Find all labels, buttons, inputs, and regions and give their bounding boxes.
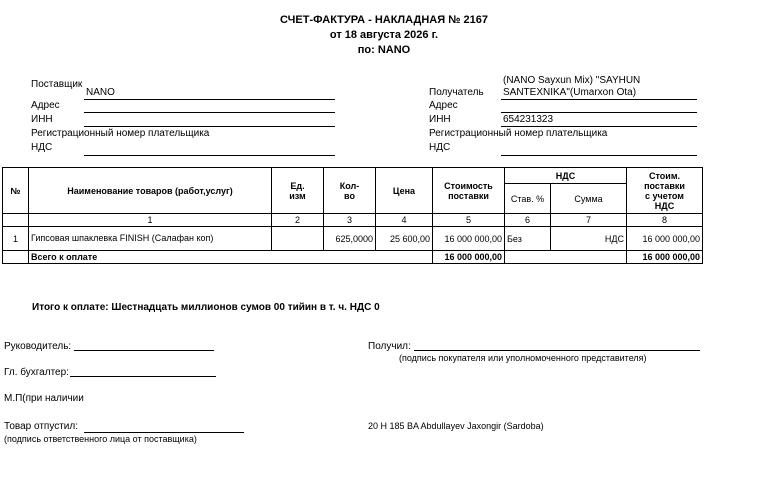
supplier-nds-label: НДС bbox=[31, 142, 53, 153]
recipient-inn-line bbox=[501, 126, 697, 127]
recipient-value-line1: (NANO Sayxun Mix) "SAYHUN bbox=[503, 75, 641, 86]
col-header-total-3: с учетом bbox=[645, 190, 684, 201]
table-row bbox=[3, 227, 703, 251]
supplier-label: Поставщик bbox=[31, 79, 83, 90]
row-sum: НДС bbox=[551, 227, 627, 251]
supplier-line bbox=[84, 99, 335, 100]
released-label: Товар отпустил: bbox=[4, 421, 78, 432]
table-header-row bbox=[3, 168, 703, 184]
col-num-1: 1 bbox=[29, 214, 272, 227]
col-num-7: 7 bbox=[551, 214, 627, 227]
row-price: 25 600,00 bbox=[376, 227, 433, 251]
row-name: Гипсовая шпаклевка FINISH (Салафан коп) bbox=[29, 227, 272, 251]
released-sign-line bbox=[84, 432, 244, 433]
col-header-total-4: НДС bbox=[654, 200, 675, 211]
driver-info: 20 H 185 BA Abdullayev Jaxongir (Sardoba) bbox=[368, 421, 544, 431]
received-note: (подпись покупателя или уполномоченного представителя) bbox=[399, 353, 647, 363]
released-note: (подпись ответственного лица от поставщика) bbox=[4, 434, 197, 444]
col-header-qty bbox=[324, 168, 376, 214]
document-title: СЧЕТ-ФАКТУРА - НАКЛАДНАЯ № 2167 bbox=[280, 14, 488, 26]
col-num-blank bbox=[3, 214, 29, 227]
row-num: 1 bbox=[3, 227, 29, 251]
col-header-sum: Сумма bbox=[551, 184, 627, 214]
recipient-address-label: Адрес bbox=[429, 100, 458, 111]
recipient-inn-value: 654231323 bbox=[503, 114, 554, 125]
recipient-value-line2: SANTEXNIKA"(Umarxon Ota) bbox=[503, 87, 637, 98]
director-sign-line bbox=[74, 350, 214, 351]
row-rate: Без bbox=[505, 227, 551, 251]
recipient-nds-line bbox=[501, 155, 697, 156]
recipient-inn-label: ИНН bbox=[429, 114, 451, 125]
supplier-address-line bbox=[84, 112, 335, 113]
col-header-total bbox=[627, 168, 703, 214]
table-total-row bbox=[3, 251, 703, 264]
itogo-text: Итого к оплате: Шестнадцать миллионов сумов 00 тийин в т. ч. НДС 0 bbox=[32, 302, 380, 313]
director-label: Руководитель: bbox=[4, 341, 72, 352]
received-sign-line bbox=[414, 350, 700, 351]
col-header-qty-1: Кол- bbox=[339, 180, 360, 191]
col-header-qty-2: во bbox=[344, 190, 355, 201]
accountant-sign-line bbox=[70, 376, 216, 377]
supplier-reg-label: Регистрационный номер плательщика bbox=[31, 128, 210, 139]
col-num-5: 5 bbox=[433, 214, 505, 227]
invoice-table bbox=[2, 167, 703, 264]
supplier-inn-line bbox=[84, 126, 335, 127]
supplier-address-label: Адрес bbox=[31, 100, 60, 111]
recipient-nds-label: НДС bbox=[429, 142, 451, 153]
recipient-reg-label: Регистрационный номер плательщика bbox=[429, 128, 608, 139]
col-header-unit bbox=[272, 168, 324, 214]
col-header-num: № bbox=[3, 168, 29, 214]
col-num-4: 4 bbox=[376, 214, 433, 227]
supplier-nds-line bbox=[84, 155, 335, 156]
col-header-price: Цена bbox=[376, 168, 433, 214]
mp-label: М.П(при наличии bbox=[4, 393, 84, 404]
received-label: Получил: bbox=[368, 341, 411, 352]
accountant-label: Гл. бухгалтер: bbox=[4, 367, 69, 378]
total-total: 16 000 000,00 bbox=[627, 251, 703, 264]
supplier-inn-label: ИНН bbox=[31, 114, 53, 125]
row-cost: 16 000 000,00 bbox=[433, 227, 505, 251]
col-header-cost-2: поставки bbox=[448, 190, 489, 201]
total-nds-blank bbox=[505, 251, 627, 264]
col-header-cost bbox=[433, 168, 505, 214]
document-po: по: NANO bbox=[357, 44, 411, 56]
table-colnum-row bbox=[3, 214, 703, 227]
row-unit bbox=[272, 227, 324, 251]
col-header-name: Наименование товаров (работ,услуг) bbox=[29, 168, 272, 214]
total-blank bbox=[3, 251, 29, 264]
total-label: Всего к оплате bbox=[29, 251, 433, 264]
recipient-line bbox=[501, 99, 697, 100]
col-header-total-2: поставки bbox=[644, 180, 685, 191]
col-num-2: 2 bbox=[272, 214, 324, 227]
col-header-unit-2: изм bbox=[289, 190, 306, 201]
row-total: 16 000 000,00 bbox=[627, 227, 703, 251]
row-qty: 625,0000 bbox=[324, 227, 376, 251]
col-header-unit-1: Ед. bbox=[290, 180, 305, 191]
col-num-3: 3 bbox=[324, 214, 376, 227]
total-cost: 16 000 000,00 bbox=[433, 251, 505, 264]
col-num-6: 6 bbox=[505, 214, 551, 227]
col-header-nds-group: НДС bbox=[505, 168, 627, 184]
supplier-value: NANO bbox=[86, 87, 115, 98]
recipient-label: Получатель bbox=[429, 87, 484, 98]
col-header-total-1: Стоим. bbox=[649, 170, 680, 181]
col-num-8: 8 bbox=[627, 214, 703, 227]
col-header-rate: Став. % bbox=[505, 184, 551, 214]
document-date: от 18 августа 2026 г. bbox=[329, 29, 439, 41]
col-header-cost-1: Стоимость bbox=[444, 180, 493, 191]
recipient-address-line bbox=[501, 112, 697, 113]
